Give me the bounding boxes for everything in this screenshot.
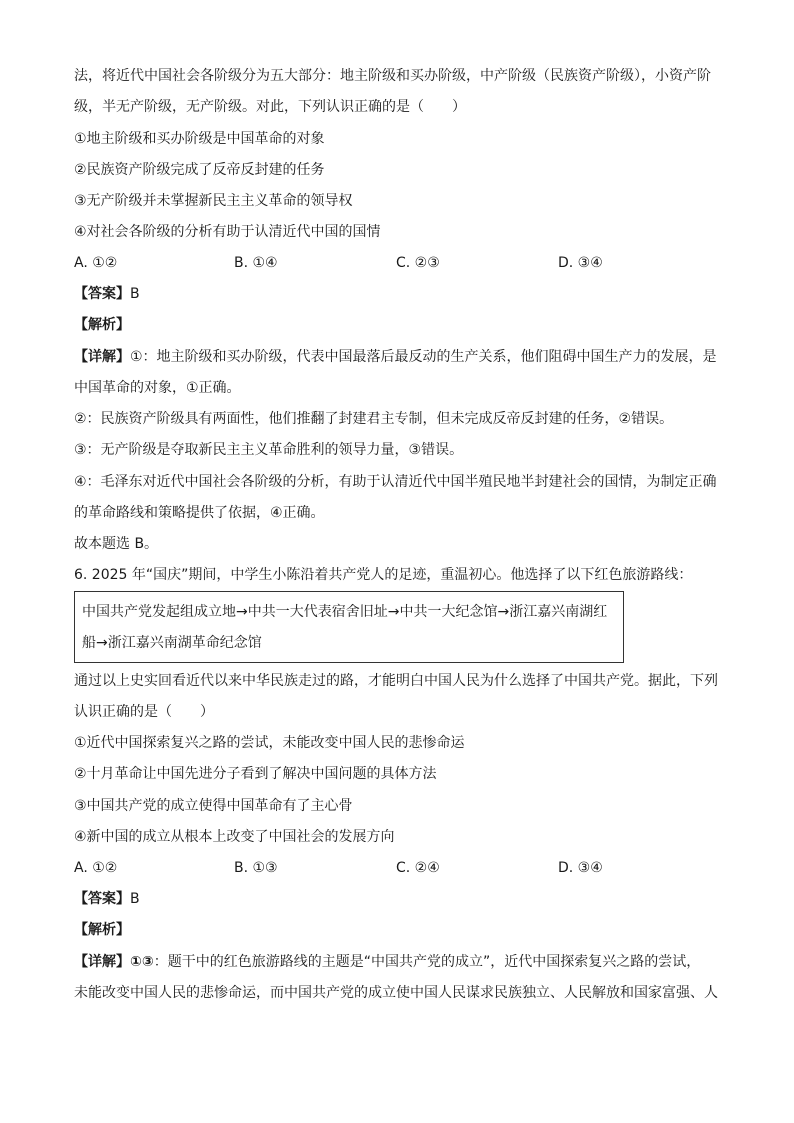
q5-option-c: C. ②③	[396, 255, 440, 271]
q6-detail-text-1: ：题干中的红色旅游路线的主题是“中国共产党的成立”，近代中国探索复兴之路的尝试，	[153, 954, 701, 970]
q5-detail-line-2: 中国革命的对象，①正确。	[74, 380, 241, 396]
q5-detail-line-3: ②：民族资产阶级具有两面性，他们推翻了封建君主专制，但未完成反帝反封建的任务，②错误。	[74, 411, 674, 427]
q5-options	[74, 253, 714, 273]
q6-stem-line-2: 通过以上史实回看近代以来中华民族走过的路，才能明白中国人民为什么选择了中国共产党。据此，下列	[74, 673, 718, 689]
q5-option-b: B. ①④	[234, 255, 278, 271]
q5-stem-line-2: 级，半无产阶级，无产阶级。对此，下列认识正确的是（ ）	[74, 99, 466, 115]
q6-route-box	[74, 591, 624, 663]
q6-answer-tag: 【答案】	[74, 891, 130, 907]
q5-answer-value: B	[130, 286, 140, 302]
q5-detail-line-1	[74, 347, 717, 367]
q5-item-2: ②民族资产阶级完成了反帝反封建的任务	[74, 162, 325, 178]
q6-item-3: ③中国共产党的成立使得中国革命有了主心骨	[74, 798, 353, 814]
q6-option-c: C. ②④	[396, 860, 440, 876]
q6-analysis-heading	[74, 920, 130, 940]
q6-detail-tag: 【详解】	[74, 954, 130, 970]
q5-item-3: ③无产阶级并未掌握新民主主义革命的领导权	[74, 193, 353, 209]
q6-option-d: D. ③④	[558, 860, 603, 876]
q6-detail-line-2: 未能改变中国人民的悲惨命运，而中国共产党的成立使中国人民谋求民族独立、人民解放和国家富强、人	[74, 985, 718, 1001]
q5-option-a: A. ①②	[74, 255, 118, 271]
q5-detail-text-1: ①：地主阶级和买办阶级，代表中国最落后最反动的生产关系，他们阻碍中国生产力的发展，是	[130, 349, 717, 365]
q5-option-d: D. ③④	[558, 255, 603, 271]
q6-route-line-1: 中国共产党发起组成立地→中共一大代表宿舍旧址→中共一大纪念馆→浙江嘉兴南湖红	[82, 604, 608, 620]
q5-detail-line-6: 的革命路线和策略提供了依据，④正确。	[74, 505, 325, 521]
q6-detail-marks: ①③	[130, 954, 154, 970]
q5-answer	[74, 284, 140, 304]
q5-analysis-heading	[74, 315, 130, 335]
q5-item-1: ①地主阶级和买办阶级是中国革命的对象	[74, 131, 325, 147]
q6-answer-value: B	[130, 891, 140, 907]
q5-detail-tag: 【详解】	[74, 349, 130, 365]
q6-item-2: ②十月革命让中国先进分子看到了解决中国问题的具体方法	[74, 766, 437, 782]
q6-answer	[74, 889, 140, 909]
q6-stem-line-1: 6. 2025 年“国庆”期间，中学生小陈沿着共产党人的足迹，重温初心。他选择了以下红色旅游路线：	[74, 567, 693, 583]
q5-detail-line-4: ③：无产阶级是夺取新民主主义革命胜利的领导力量，③错误。	[74, 442, 464, 458]
q6-item-1: ①近代中国探索复兴之路的尝试，未能改变中国人民的悲惨命运	[74, 735, 465, 751]
q5-answer-tag: 【答案】	[74, 286, 130, 302]
q6-stem-line-3: 认识正确的是（ ）	[74, 704, 214, 720]
q5-item-4: ④对社会各阶级的分析有助于认清近代中国的国情	[74, 224, 381, 240]
q5-conclusion: 故本题选 B。	[74, 536, 159, 552]
q6-option-b: B. ①③	[234, 860, 278, 876]
q6-options	[74, 858, 714, 878]
q5-detail-line-5: ④：毛泽东对近代中国社会各阶级的分析，有助于认清近代中国半殖民地半封建社会的国情，为制定正确	[74, 474, 717, 490]
q6-route-line-2: 船→浙江嘉兴南湖革命纪念馆	[82, 635, 262, 651]
q6-detail-line-1	[74, 952, 700, 972]
q5-analysis-tag: 【解析】	[74, 317, 130, 333]
q6-analysis-tag: 【解析】	[74, 922, 130, 938]
q5-stem-line-1: 法，将近代中国社会各阶级分为五大部分：地主阶级和买办阶级，中产阶级（民族资产阶级），小资产阶	[74, 68, 711, 84]
q6-item-4: ④新中国的成立从根本上改变了中国社会的发展方向	[74, 829, 395, 845]
q6-option-a: A. ①②	[74, 860, 118, 876]
